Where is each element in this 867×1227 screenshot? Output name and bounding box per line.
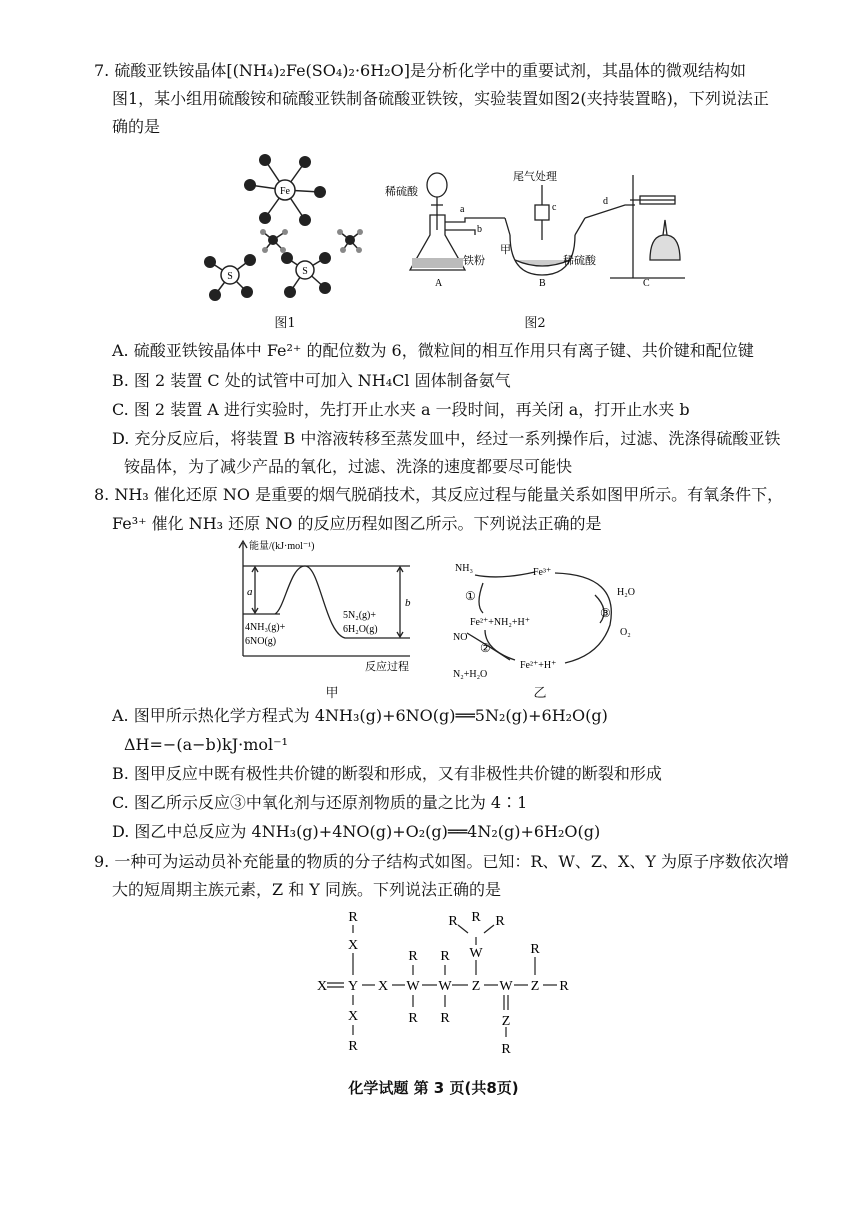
atom-r: R: [501, 1042, 511, 1057]
fig2-label-dilute-h2so4-left: 稀硫酸: [385, 186, 418, 198]
atom-r: R: [408, 949, 418, 964]
fig1-s-label-2: S: [302, 266, 308, 277]
atom-x: X: [347, 938, 359, 953]
q8-option-c: C. 图乙所示反应③中氧化剂与还原剂物质的量之比为 4∶1: [112, 793, 528, 812]
atom-w: W: [438, 979, 452, 994]
jia-y-label: 能量/(kJ·mol⁻¹): [249, 541, 315, 552]
jia-products-1: 5N₂(g)+: [343, 610, 377, 621]
atom-z: Z: [471, 979, 481, 994]
fig2-label-a: a: [460, 204, 465, 215]
q9-stem-line1: 9. 一种可为运动员补充能量的物质的分子结构式如图。已知：R、W、Z、X、Y 为原子序数依次增: [94, 852, 790, 871]
jia-label-b: b: [405, 597, 411, 609]
yi-step2: ②: [480, 641, 491, 655]
q7-figure2-apparatus: [385, 160, 700, 290]
yi-n2-h2o: N₂+H₂O: [453, 669, 488, 680]
atom-w: W: [499, 979, 513, 994]
q7-option-d-line1: D. 充分反应后，将装置 B 中溶液转移至蒸发皿中，经过一系列操作后，过滤、洗涤得硫酸亚铁: [112, 429, 781, 448]
q8-option-d: D. 图乙中总反应为 4NH₃(g)+4NO(g)+O₂(g)══4N₂(g)+6H₂O(g): [112, 822, 601, 841]
atom-r: R: [408, 1011, 418, 1026]
q9-stem-line2: 大的短周期主族元素，Z 和 Y 同族。下列说法正确的是: [112, 880, 501, 899]
fig2-label-iron-powder: 铁粉: [463, 255, 485, 267]
yi-h2o: H₂O: [617, 587, 635, 598]
yi-intermediate2: Fe²⁺+H⁺: [520, 660, 557, 671]
yi-caption: 乙: [533, 686, 547, 701]
fig2-label-b: b: [477, 224, 482, 235]
q8-option-a-line1: A. 图甲所示热化学方程式为 4NH₃(g)+6NO(g)══5N₂(g)+6H₂O(g): [112, 706, 608, 725]
atom-r: R: [440, 949, 450, 964]
yi-step3: ③: [600, 606, 611, 620]
atom-x: X: [377, 979, 389, 994]
fig2-label-c: c: [552, 202, 557, 213]
fig1-s-label-1: S: [227, 271, 233, 282]
fig2-label-A: A: [435, 278, 443, 289]
fig2-label-dilute-h2so4-right: 稀硫酸: [563, 255, 596, 267]
yi-o2: O₂: [620, 627, 631, 638]
q7-option-d-line2: 铵晶体，为了减少产品的氧化，过滤、洗涤的速度都要尽可能快: [124, 457, 573, 476]
atom-r: R: [348, 1039, 358, 1054]
atom-x: X: [316, 979, 328, 994]
q8-option-a-line2: ΔH=−(a−b)kJ·mol⁻¹: [124, 735, 288, 754]
jia-label-a: a: [247, 586, 253, 598]
jia-products-2: 6H₂O(g): [343, 624, 378, 635]
atom-w: W: [406, 979, 420, 994]
fig2-label-B: B: [539, 278, 546, 289]
q7-stem-line2: 图1，某小组用硫酸铵和硫酸亚铁制备硫酸亚铁铵，实验装置如图2(夹持装置略)，下列说法正: [112, 89, 769, 108]
q7-option-b: B. 图 2 装置 C 处的试管中可加入 NH₄Cl 固体制备氨气: [112, 371, 511, 390]
atom-r: R: [471, 910, 481, 925]
yi-step1: ①: [465, 589, 476, 603]
q7-option-c: C. 图 2 装置 A 进行实验时，先打开止水夹 a 一段时间，再关闭 a，打开止水夹 b: [112, 400, 690, 419]
jia-x-label: 反应过程: [365, 661, 409, 673]
jia-caption: 甲: [325, 686, 339, 701]
q7-option-a: A. 硫酸亚铁铵晶体中 Fe²⁺ 的配位数为 6，微粒间的相互作用只有离子键、共价键和配位键: [112, 341, 754, 360]
yi-nh3: NH₃: [455, 563, 473, 574]
q8-stem-line2: Fe³⁺ 催化 NH₃ 还原 NO 的反应历程如图乙所示。下列说法正确的是: [112, 514, 602, 533]
yi-intermediate1: Fe²⁺+NH₂+H⁺: [470, 617, 530, 628]
fig1-caption: 图1: [274, 316, 296, 331]
q8-stem-line1: 8. NH₃ 催化还原 NO 是重要的烟气脱硝技术，其反应过程与能量关系如图甲所示。有氧条件下，: [94, 485, 784, 504]
q7-figure1-crystal-structure: [195, 150, 375, 310]
atom-r: R: [495, 914, 505, 929]
q8-figure-yi-catalytic-cycle: [445, 555, 645, 680]
fig1-fe-label: Fe: [280, 186, 290, 197]
fig2-label-C: C: [643, 278, 650, 289]
fig2-caption: 图2: [524, 316, 546, 331]
yi-no: NO: [453, 632, 468, 643]
q9-structural-formula: [310, 905, 580, 1070]
atom-w: W: [469, 946, 483, 961]
q7-stem-line3: 确的是: [112, 117, 161, 136]
atom-z: Z: [501, 1014, 511, 1029]
atom-r: R: [440, 1011, 450, 1026]
atom-r: R: [348, 910, 358, 925]
atom-r: R: [559, 979, 569, 994]
q7-stem-line1: 7. 硫酸亚铁铵晶体[(NH₄)₂Fe(SO₄)₂·6H₂O]是分析化学中的重要试剂，其晶体的微观结构如: [94, 61, 746, 80]
yi-fe3: Fe³⁺: [533, 567, 552, 578]
jia-reactants-2: 6NO(g): [245, 636, 277, 647]
atom-y: Y: [347, 979, 359, 994]
fig2-label-tail-gas: 尾气处理: [513, 171, 557, 183]
fig2-label-jia: 甲: [500, 244, 511, 256]
atom-x: X: [347, 1009, 359, 1024]
atom-r: R: [530, 942, 540, 957]
atom-r: R: [448, 914, 458, 929]
q8-figure-jia-energy-diagram: [225, 538, 425, 678]
atom-z: Z: [530, 979, 540, 994]
q8-option-b: B. 图甲反应中既有极性共价键的断裂和形成，又有非极性共价键的断裂和形成: [112, 764, 662, 783]
page-footer: 化学试题 第 3 页(共8页): [348, 1079, 519, 1097]
fig2-label-d: d: [603, 196, 608, 207]
jia-reactants-1: 4NH₃(g)+: [245, 622, 286, 633]
